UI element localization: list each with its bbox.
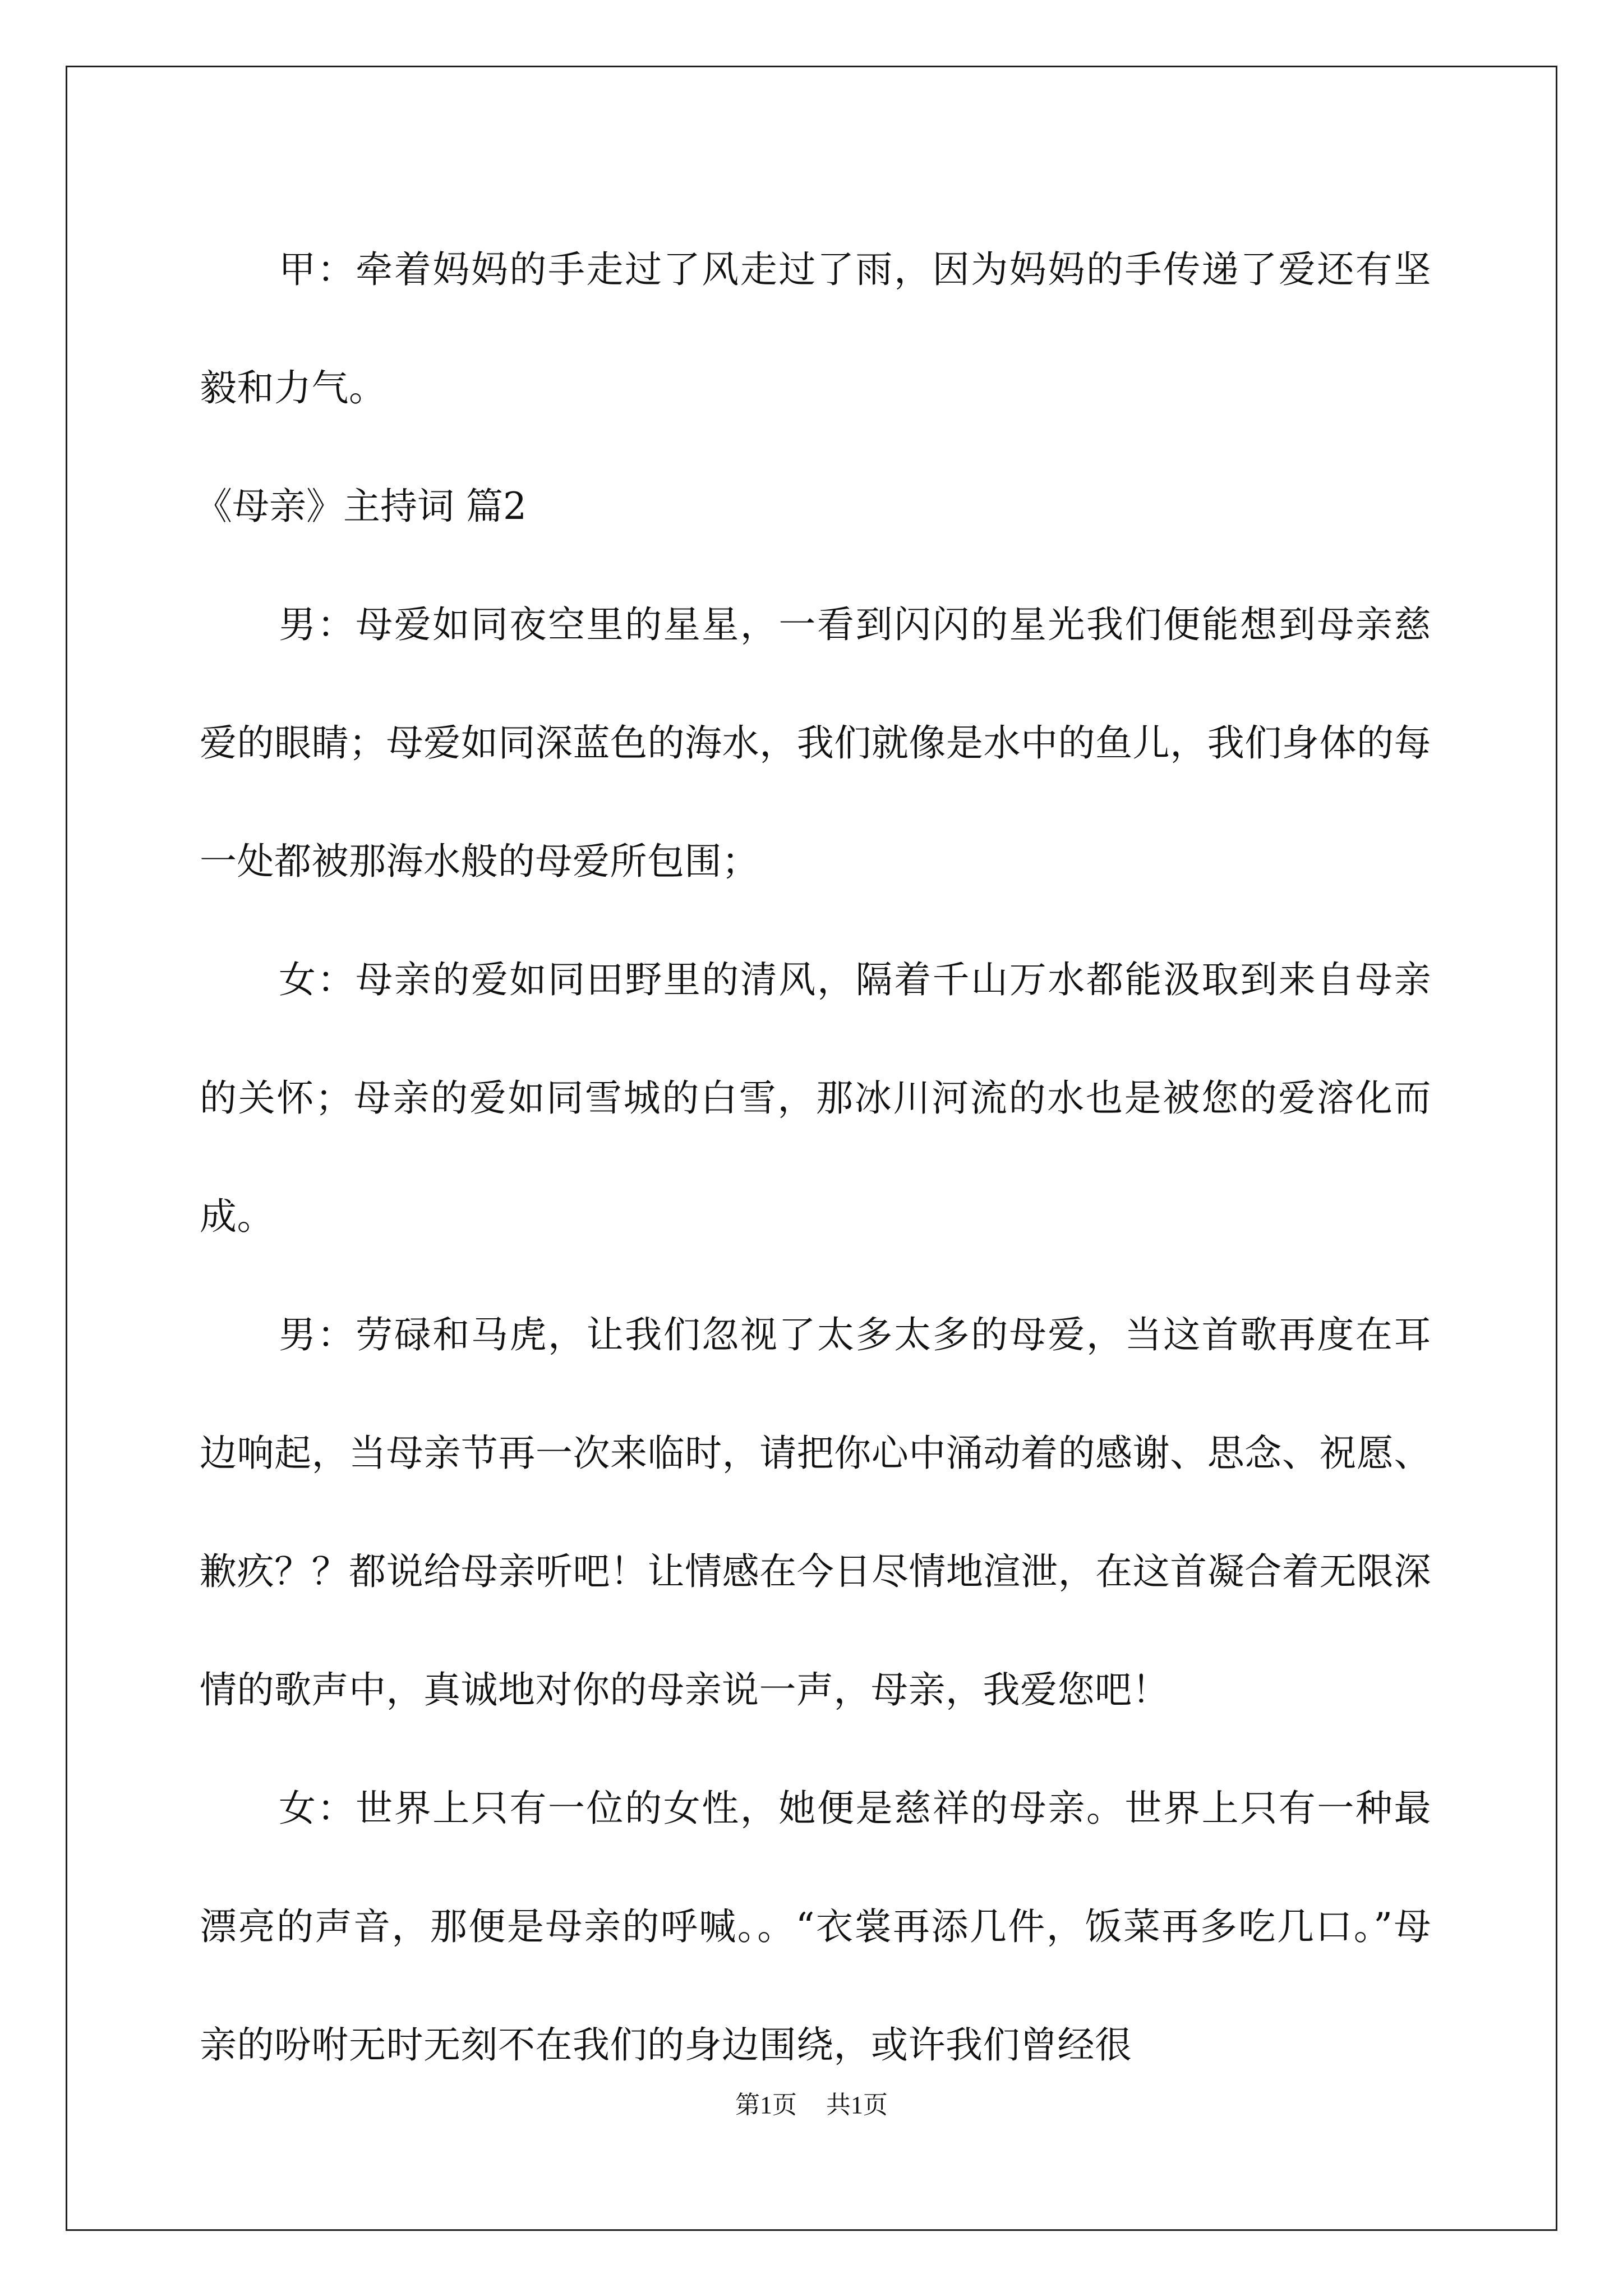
paragraph-nv-1: 女：母亲的爱如同田野里的清风，隔着千山万水都能汲取到来自母亲的关怀；母亲的爱如同雪城的白雪，那冰川河流的水也是被您的爱溶化而成。 bbox=[200, 958, 1431, 1238]
page-footer bbox=[0, 2085, 1623, 2120]
section-heading: 《母亲》主持词 篇2 bbox=[195, 485, 527, 528]
paragraph-nv-2: 女：世界上只有一位的女性，她便是慈祥的母亲。世界上只有一种最漂亮的声音，那便是母亲的呼喊。。“衣裳再添几件，饭菜再多吃几口。”母亲的吩咐无时无刻不在我们的身边围绕，或许我们曾经很 bbox=[200, 1787, 1431, 2067]
paragraph-nan-1: 男：母爱如同夜空里的星星，一看到闪闪的星光我们便能想到母亲慈爱的眼睛；母爱如同深蓝色的海水，我们就像是水中的鱼儿，我们身体的每一处都被那海水般的母爱所包围； bbox=[200, 603, 1431, 883]
page-number: 第1页 bbox=[735, 2091, 797, 2119]
document-body bbox=[195, 210, 1431, 2104]
page-total: 共1页 bbox=[826, 2091, 888, 2119]
paragraph-jia: 甲：牵着妈妈的手走过了风走过了雨，因为妈妈的手传递了爱还有坚毅和力气。 bbox=[200, 248, 1431, 409]
paragraph-nan-2: 男：劳碌和马虎，让我们忽视了太多太多的母爱，当这首歌再度在耳边响起，当母亲节再一次来临时，请把你心中涌动着的感谢、思念、祝愿、歉疚？？都说给母亲听吧！让情感在今日尽情地渲泄，在这首凝合着无限深情的歌声中，真诚地对你的母亲说一声，母亲，我爱您吧！ bbox=[200, 1313, 1431, 1711]
